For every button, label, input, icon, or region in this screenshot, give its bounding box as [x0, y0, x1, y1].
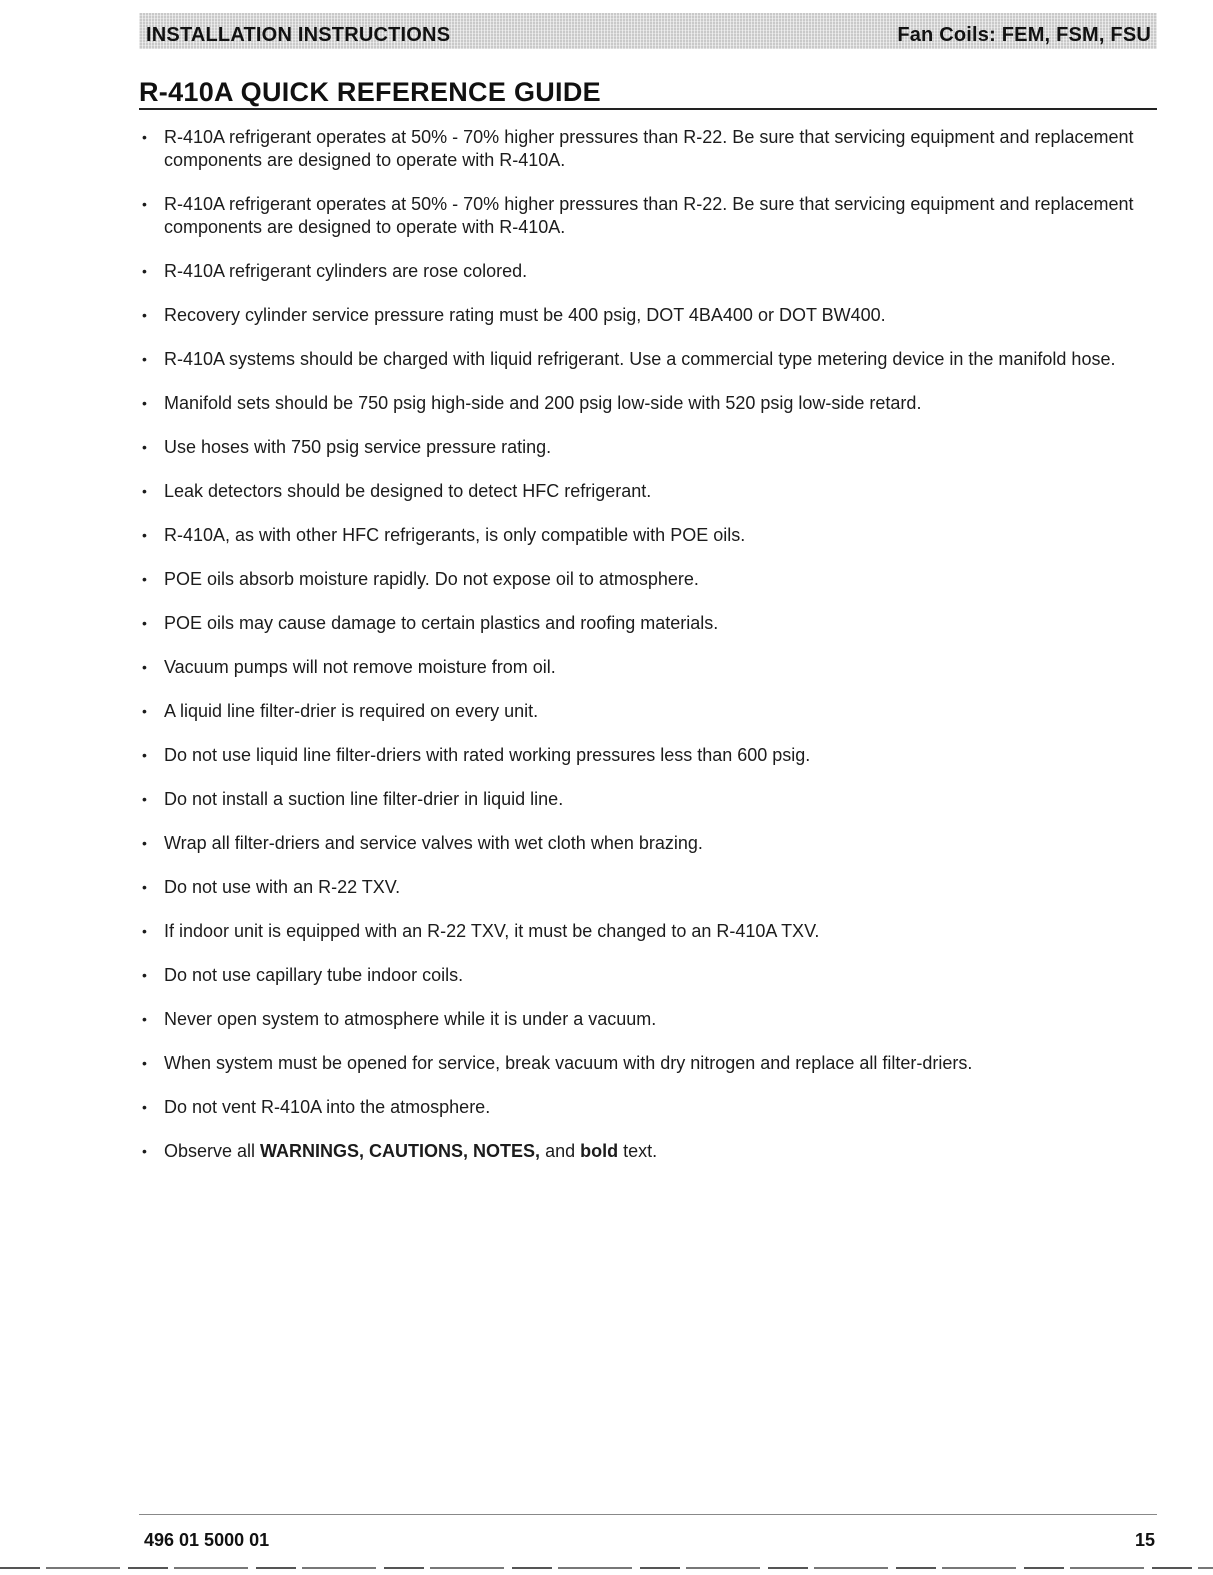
observe-middle: and [540, 1141, 581, 1161]
list-item-text: R-410A, as with other HFC refrigerants, is only compatible with POE oils. [164, 525, 746, 545]
list-item-text: Do not use capillary tube indoor coils. [164, 965, 464, 985]
list-item [139, 612, 1157, 635]
header-bar [139, 13, 1157, 49]
list-item [139, 832, 1157, 855]
footer-divider [139, 1514, 1157, 1515]
list-item [139, 920, 1157, 943]
bullet-icon: • [142, 307, 147, 323]
list-item-text: Manifold sets should be 750 psig high-side and 200 psig low-side with 520 psig low-side retard. [164, 393, 922, 413]
header-product-label: Fan Coils: FEM, FSM, FSU [897, 23, 1151, 46]
list-item [139, 436, 1157, 459]
list-item-text: R-410A refrigerant cylinders are rose colored. [164, 261, 528, 281]
list-item-text: Do not use with an R-22 TXV. [164, 877, 401, 897]
list-item [139, 876, 1157, 899]
bullet-icon: • [142, 967, 147, 983]
list-item [139, 1052, 1157, 1075]
list-item-text [164, 1141, 657, 1161]
list-item [139, 260, 1157, 283]
bullet-icon: • [142, 483, 147, 499]
bullet-icon: • [142, 703, 147, 719]
list-item-text: Recovery cylinder service pressure rating must be 400 psig, DOT 4BA400 or DOT BW400. [164, 305, 886, 325]
list-item-text: Never open system to atmosphere while it is under a vacuum. [164, 1009, 657, 1029]
list-item [139, 480, 1157, 503]
list-item-text: R-410A refrigerant operates at 50% - 70% higher pressures than R-22. Be sure that servicing equipment and replacement components are designed to operate with R-410A. [164, 127, 1134, 170]
list-item [139, 656, 1157, 679]
list-item [139, 788, 1157, 811]
list-item-text: Do not install a suction line filter-drier in liquid line. [164, 789, 564, 809]
bullet-icon: • [142, 129, 147, 145]
bullet-icon: • [142, 1099, 147, 1115]
page-title: R-410A QUICK REFERENCE GUIDE [139, 77, 601, 107]
list-item-observe-warnings [139, 1140, 1157, 1163]
bullet-icon: • [142, 1143, 147, 1159]
observe-bold-keywords: WARNINGS, CAUTIONS, NOTES, [260, 1141, 541, 1161]
list-item [139, 700, 1157, 723]
list-item [139, 568, 1157, 591]
bullet-icon: • [142, 1011, 147, 1027]
bullet-icon: • [142, 923, 147, 939]
footer-page-number: 15 [1134, 1530, 1155, 1550]
bullet-icon: • [142, 747, 147, 763]
list-item-text: Use hoses with 750 psig service pressure rating. [164, 437, 552, 457]
bullet-icon: • [142, 879, 147, 895]
list-item [139, 744, 1157, 767]
list-item-text: Do not vent R-410A into the atmosphere. [164, 1097, 491, 1117]
list-item-text: Do not use liquid line filter-driers with rated working pressures less than 600 psig. [164, 745, 811, 765]
list-item [139, 964, 1157, 987]
list-item [139, 126, 1157, 172]
bullet-icon: • [142, 395, 147, 411]
bullet-icon: • [142, 791, 147, 807]
bullet-icon: • [142, 571, 147, 587]
list-item-text: Wrap all filter-driers and service valves with wet cloth when brazing. [164, 833, 703, 853]
list-item-text: If indoor unit is equipped with an R-22 TXV, it must be changed to an R-410A TXV. [164, 921, 820, 941]
list-item-text: R-410A refrigerant operates at 50% - 70% higher pressures than R-22. Be sure that servicing equipment and replacement components are designed to operate with R-410A. [164, 194, 1134, 237]
bullet-icon: • [142, 196, 147, 212]
list-item [139, 1096, 1157, 1119]
list-item-text: Leak detectors should be designed to detect HFC refrigerant. [164, 481, 652, 501]
list-item [139, 304, 1157, 327]
footer-document-number: 496 01 5000 01 [144, 1530, 270, 1550]
bullet-icon: • [142, 615, 147, 631]
list-item-text: POE oils may cause damage to certain plastics and roofing materials. [164, 613, 719, 633]
observe-suffix: text. [618, 1141, 658, 1161]
header-section-label: INSTALLATION INSTRUCTIONS [146, 23, 451, 46]
bullet-icon: • [142, 659, 147, 675]
bullet-icon: • [142, 527, 147, 543]
bullet-icon: • [142, 263, 147, 279]
bullet-icon: • [142, 1055, 147, 1071]
list-item [139, 392, 1157, 415]
scan-edge-line [0, 1567, 1213, 1569]
list-item-text: When system must be opened for service, break vacuum with dry nitrogen and replace all filter-driers. [164, 1053, 973, 1073]
list-item [139, 524, 1157, 547]
list-item-text: A liquid line filter-drier is required on every unit. [164, 701, 539, 721]
list-item [139, 348, 1157, 371]
observe-bold-word: bold [580, 1141, 619, 1161]
list-item [139, 1008, 1157, 1031]
list-item-text: Vacuum pumps will not remove moisture from oil. [164, 657, 556, 677]
title-divider [139, 108, 1157, 110]
bullet-icon: • [142, 439, 147, 455]
bullet-icon: • [142, 351, 147, 367]
list-item [139, 193, 1157, 239]
list-item-text: POE oils absorb moisture rapidly. Do not expose oil to atmosphere. [164, 569, 699, 589]
observe-prefix: Observe all [164, 1141, 261, 1161]
list-item-text: R-410A systems should be charged with liquid refrigerant. Use a commercial type metering device in the manifold hose. [164, 349, 1116, 369]
reference-bullet-list [139, 126, 1157, 1184]
bullet-icon: • [142, 835, 147, 851]
